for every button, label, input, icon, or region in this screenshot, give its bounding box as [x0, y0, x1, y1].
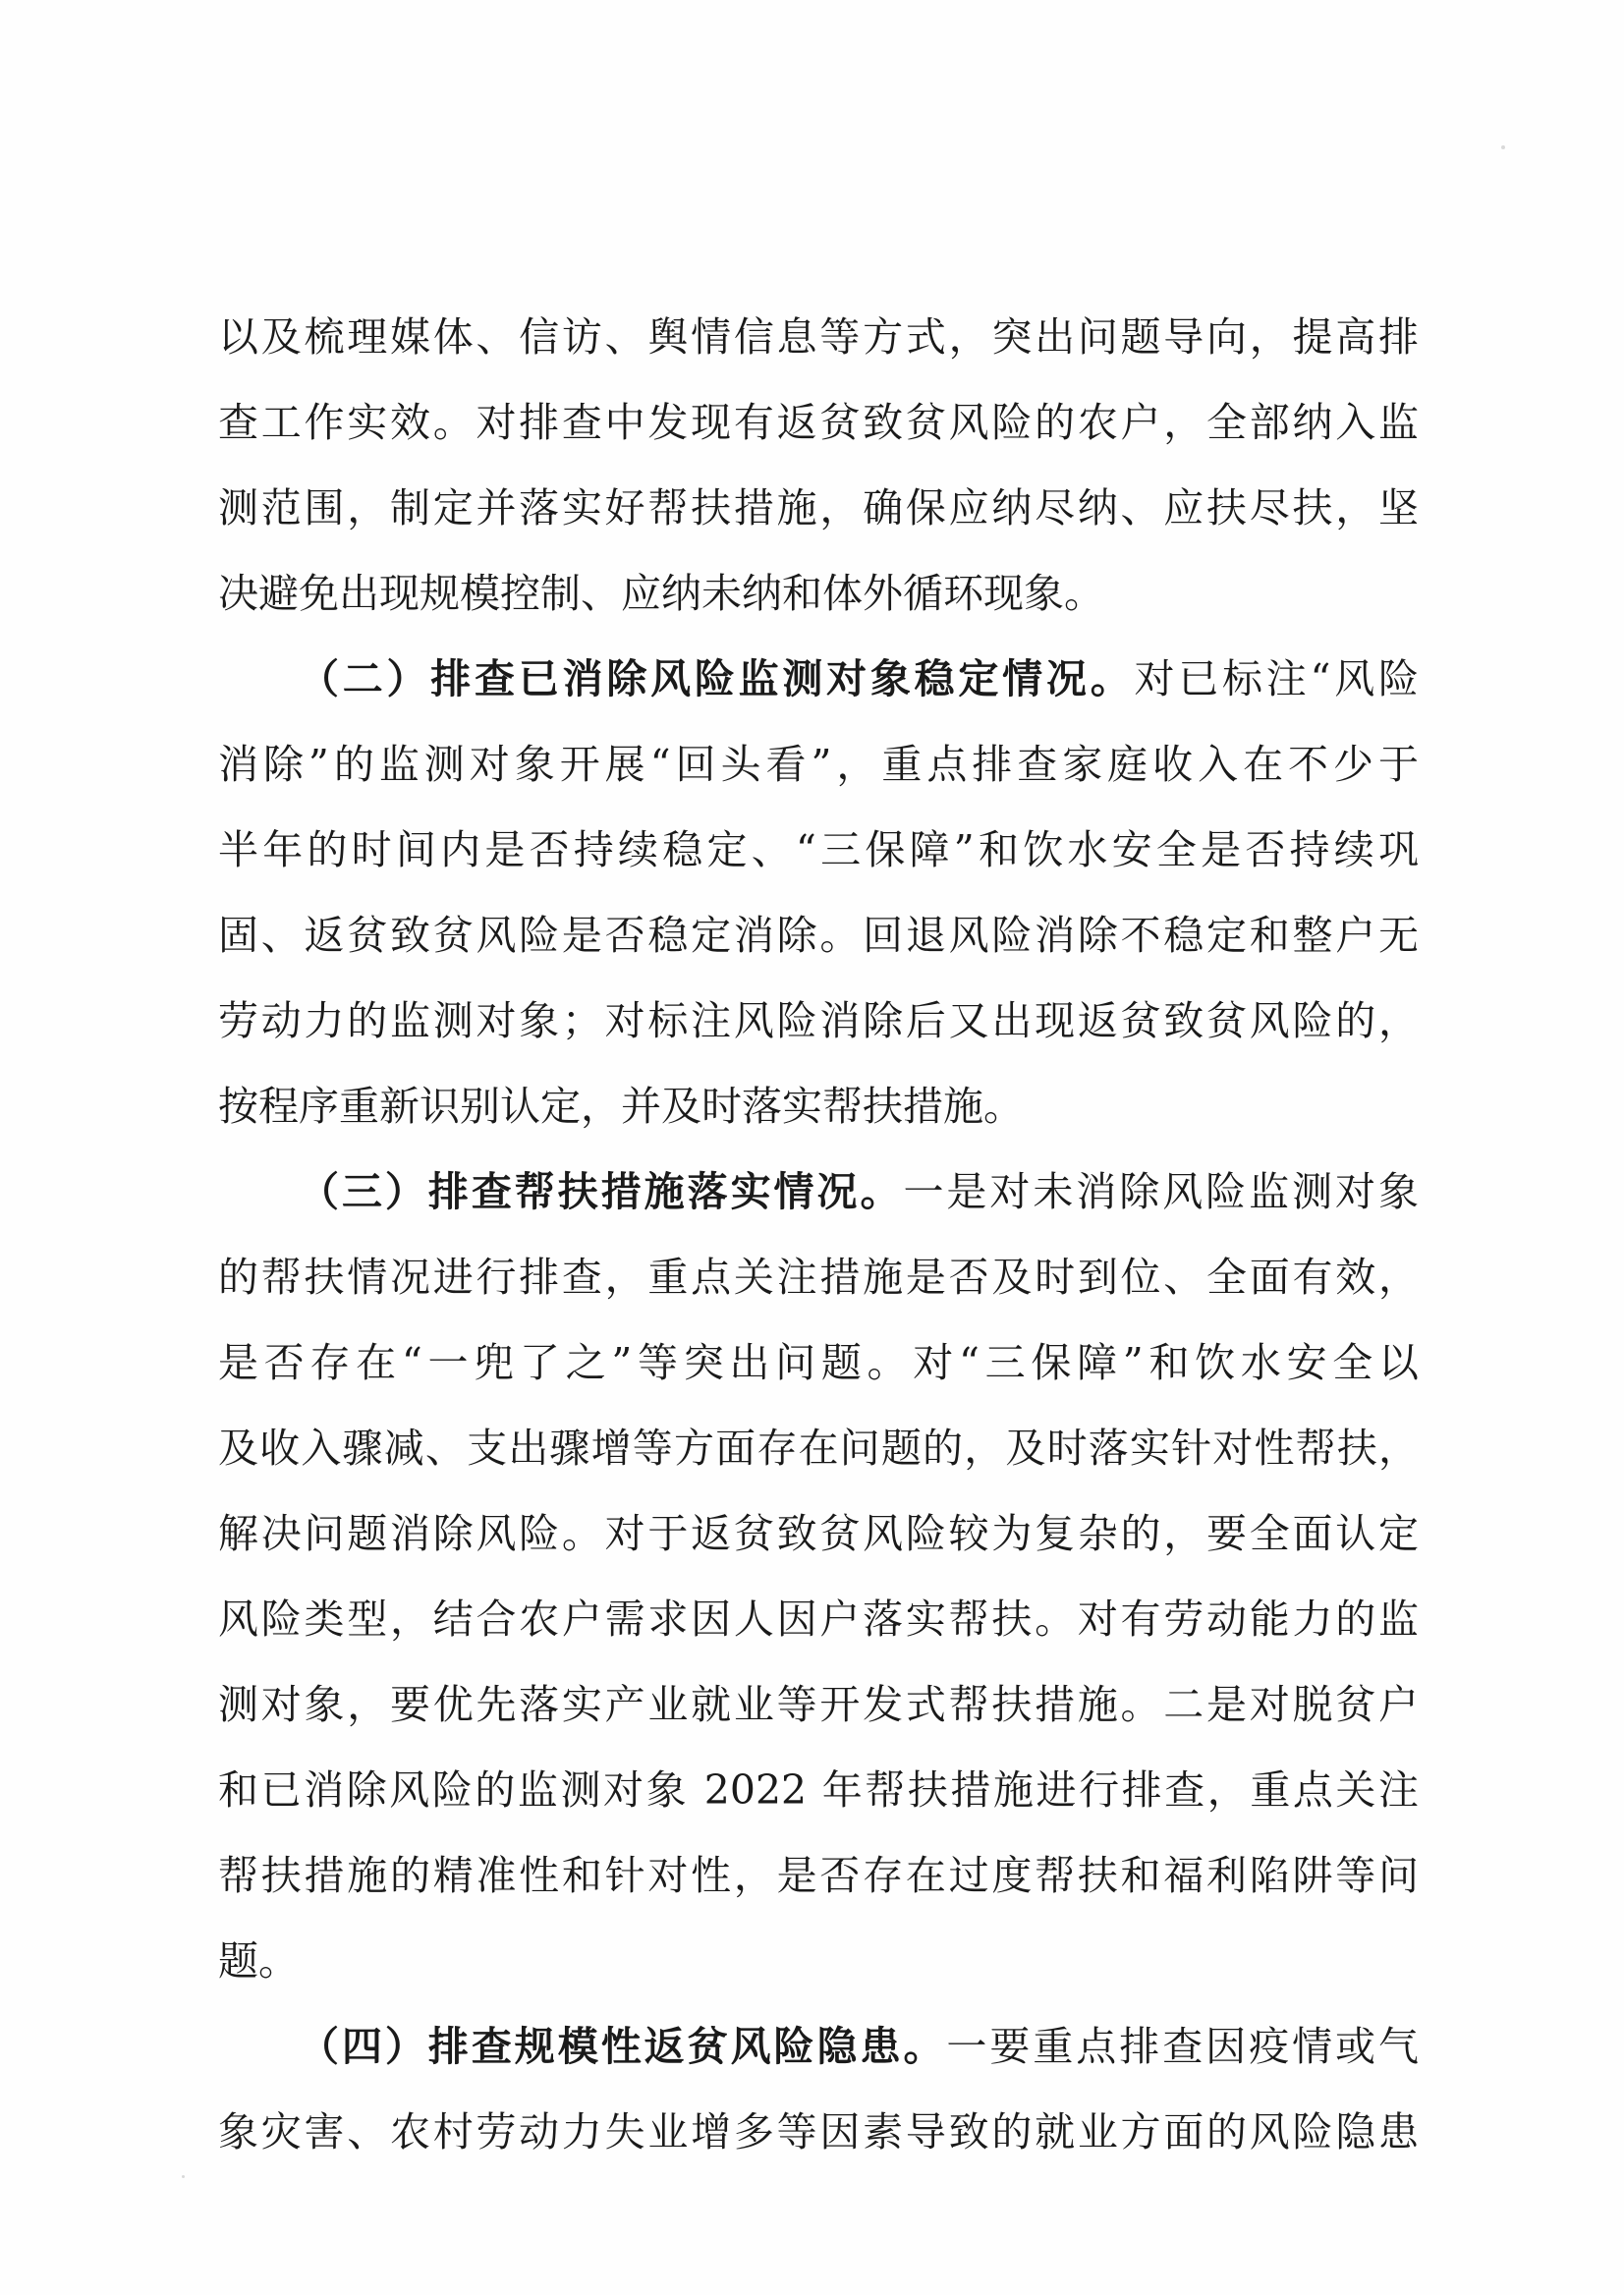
text-line — [218, 466, 1419, 551]
line-text: 测对象，要优先落实产业就业等开发式帮扶措施。二是对脱贫户 — [218, 1681, 1419, 1728]
text-line — [218, 1833, 1419, 1919]
line-text: 按程序重新识别认定，并及时落实帮扶措施。 — [218, 1083, 1024, 1130]
text-line — [218, 295, 1419, 380]
paragraph-4 — [218, 2004, 1419, 2175]
text-line — [218, 637, 1419, 722]
line-text: 风险类型，结合农户需求因人因户落实帮扶。对有劳动能力的监 — [218, 1595, 1419, 1643]
text-line — [218, 1748, 1419, 1833]
line-text: 一是对未消除风险监测对象 — [903, 1168, 1419, 1215]
line-text: 象灾害、农村劳动力失业增多等因素导致的就业方面的风险隐患 — [218, 2108, 1419, 2155]
text-line — [218, 1491, 1419, 1577]
line-text: 以及梳理媒体、信访、舆情信息等方式，突出问题导向，提高排 — [218, 313, 1419, 361]
section-heading: （四）排查规模性返贫风险隐患。 — [299, 2023, 947, 2070]
line-text: 查工作实效。对排查中发现有返贫致贫风险的农户，全部纳入监 — [218, 399, 1419, 446]
line-text: 题。 — [218, 1937, 299, 1985]
line-text: 解决问题消除风险。对于返贫致贫风险较为复杂的，要全面认定 — [218, 1510, 1419, 1557]
text-line — [218, 979, 1419, 1064]
text-line — [218, 1662, 1419, 1748]
line-text: 对已标注“风险 — [1134, 655, 1419, 702]
line-text: 消除”的监测对象开展“回头看”，重点排查家庭收入在不少于 — [218, 741, 1419, 788]
line-text: 决避免出现规模控制、应纳未纳和体外循环现象。 — [218, 570, 1104, 617]
body-text — [218, 295, 1419, 2175]
text-line — [218, 722, 1419, 808]
line-text: 的帮扶情况进行排查，重点关注措施是否及时到位、全面有效， — [218, 1254, 1419, 1301]
line-text: 是否存在“一兜了之”等突出问题。对“三保障”和饮水安全以 — [218, 1339, 1419, 1386]
paragraph-2 — [218, 637, 1419, 1149]
text-line — [218, 1235, 1419, 1320]
line-text: 固、返贫致贫风险是否稳定消除。回退风险消除不稳定和整户无 — [218, 912, 1419, 959]
text-line — [218, 380, 1419, 466]
text-line — [218, 2004, 1419, 2090]
line-text: 和已消除风险的监测对象 2022 年帮扶措施进行排查，重点关注 — [218, 1766, 1419, 1814]
text-line — [218, 1406, 1419, 1491]
text-line — [218, 1149, 1419, 1235]
text-line — [218, 551, 1419, 637]
scan-speck-left-margin — [182, 2175, 185, 2178]
line-text: 一要重点排查因疫情或气 — [946, 2023, 1419, 2070]
text-line — [218, 1919, 1419, 2004]
scan-speck-top-right — [1501, 145, 1505, 149]
text-line — [218, 1577, 1419, 1662]
text-line — [218, 1064, 1419, 1149]
section-heading: （三）排查帮扶措施落实情况。 — [299, 1168, 904, 1215]
section-heading: （二）排查已消除风险监测对象稳定情况。 — [299, 655, 1135, 702]
line-text: 帮扶措施的精准性和针对性，是否存在过度帮扶和福利陷阱等问 — [218, 1852, 1419, 1899]
paragraph-1 — [218, 295, 1419, 637]
line-text: 及收入骤减、支出骤增等方面存在问题的，及时落实针对性帮扶， — [218, 1425, 1419, 1472]
text-line — [218, 808, 1419, 893]
text-line — [218, 893, 1419, 979]
line-text: 半年的时间内是否持续稳定、“三保障”和饮水安全是否持续巩 — [218, 826, 1419, 873]
line-text: 测范围，制定并落实好帮扶措施，确保应纳尽纳、应扶尽扶，坚 — [218, 484, 1419, 532]
paragraph-3 — [218, 1149, 1419, 2004]
text-line — [218, 2090, 1419, 2175]
line-text: 劳动力的监测对象；对标注风险消除后又出现返贫致贫风险的， — [218, 997, 1419, 1044]
text-line — [218, 1320, 1419, 1406]
